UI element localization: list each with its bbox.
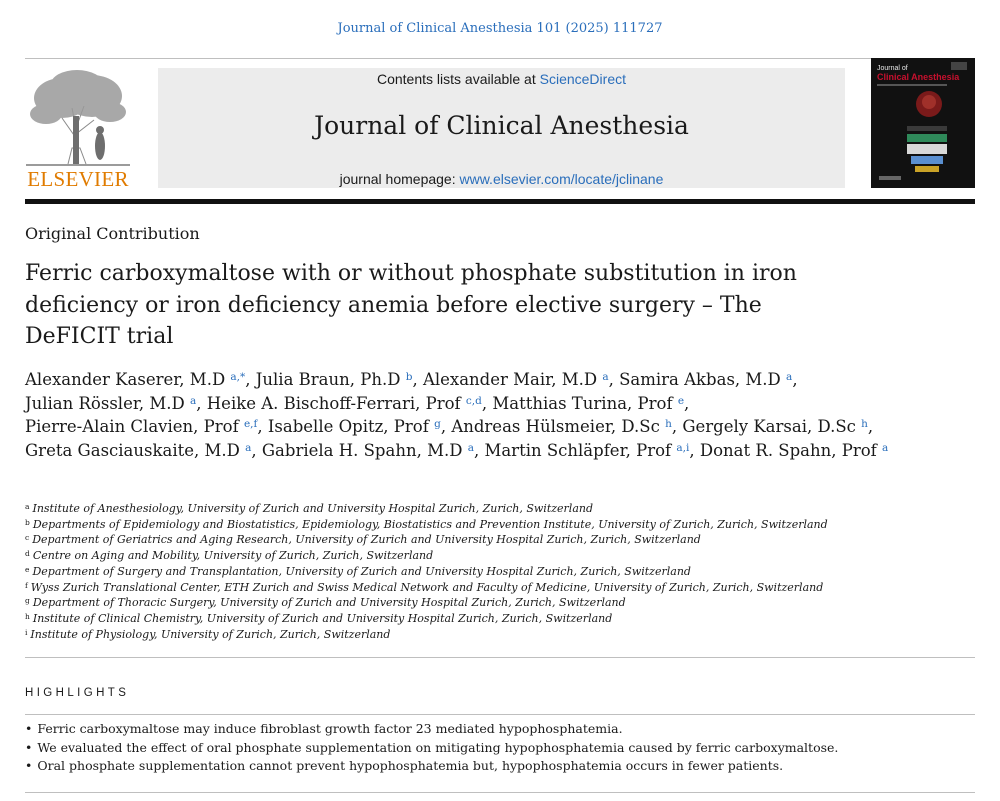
author-name: Matthias Turina, Prof xyxy=(492,393,673,413)
affiliation-list xyxy=(25,501,975,642)
author-list: Alexander Kaserer, M.D $^{a,*}$, Julia Braun, Ph.D $^b$, Alexander Mair, M.D $^a$, Samira Akbas, M.D $^a$, Julian Rössler, M.D $^a$, Heike A. Bischoff-Ferrari, Prof $^{c,d}$, Matthias Turina, Prof $^e$, Pierre-Alain Clavien, Prof $^{e,f}$, Isabelle Opitz, Prof $^g$, Andreas Hülsmeier, D.Sc $^h$, Gergely Karsai, D.Sc $^h$, Greta Gasciauskaite, M.D $^a$, Gabriela H. Spahn, M.D $^a$, Martin Schläpfer, Prof $^{a,i}$, Donat R. Spahn, Prof $^a$ xyxy=(25,370,889,460)
journal-citation[interactable]: Journal of Clinical Anesthesia 101 (2025) 111727 xyxy=(337,21,663,36)
author[interactable] xyxy=(484,441,689,460)
author-affiliation-marker[interactable]: a xyxy=(882,441,889,454)
affiliation-text: Institute of Physiology, University of Zurich, Zurich, Switzerland xyxy=(30,627,391,641)
top-divider xyxy=(25,58,975,59)
article-type: Original Contribution xyxy=(25,224,200,243)
cover-line-2: Clinical Anesthesia xyxy=(877,72,960,82)
author[interactable] xyxy=(423,370,609,389)
author-affiliation-marker[interactable]: h xyxy=(861,418,868,430)
highlight-item: • Ferric carboxymaltose may induce fibroblast growth factor 23 mediated hypophosphatemia. xyxy=(25,720,975,739)
article-title: Ferric carboxymaltose with or without phosphate substitution in iron deficiency or iron deficiency anemia before elective surgery – The DeFICIT trial xyxy=(25,261,797,349)
affiliation-key: b xyxy=(25,517,30,527)
contents-prefix: Contents lists available at xyxy=(376,71,540,87)
affiliation-text: Wyss Zurich Translational Center, ETH Zurich and Swiss Medical Network and Faculty of Medicine, University of Zurich, Zurich, Switzerland xyxy=(30,580,824,594)
homepage-link[interactable]: www.elsevier.com/locate/jclinane xyxy=(459,171,664,187)
author-name: Greta Gasciauskaite, M.D xyxy=(25,440,240,460)
author-name: Andreas Hülsmeier, D.Sc xyxy=(451,417,660,436)
journal-homepage xyxy=(158,171,845,187)
author[interactable] xyxy=(268,417,441,436)
author-name: Donat R. Spahn, Prof xyxy=(699,440,877,460)
author[interactable] xyxy=(25,441,251,460)
affiliation-item xyxy=(25,595,975,611)
author-affiliation-marker[interactable]: a,i xyxy=(676,441,690,454)
cover-line-1: Journal of xyxy=(877,65,908,72)
affiliation-key: e xyxy=(25,564,30,574)
affiliation-text: Institute of Anesthesiology, University of Zurich and University Hospital Zurich, Zurich, Switzerland xyxy=(32,502,594,515)
homepage-prefix: journal homepage: xyxy=(339,171,460,187)
bottom-divider xyxy=(25,792,975,793)
elsevier-logo[interactable] xyxy=(22,68,134,192)
author[interactable] xyxy=(207,394,482,413)
author-affiliation-marker[interactable]: a xyxy=(467,441,474,454)
affiliation-text: Department of Surgery and Transplantation, University of Zurich and University Hospital Zurich, Zurich, Switzerland xyxy=(32,564,691,578)
author-name: Alexander Mair, M.D xyxy=(422,370,598,389)
affiliation-key: d xyxy=(25,549,30,559)
highlights-list xyxy=(25,720,975,776)
author[interactable] xyxy=(492,394,684,413)
journal-cover-image[interactable] xyxy=(871,58,975,188)
affiliation-item xyxy=(25,548,975,564)
author[interactable] xyxy=(25,417,257,436)
journal-header-box xyxy=(158,68,845,188)
author-affiliation-marker[interactable]: a xyxy=(786,371,793,383)
affiliation-item xyxy=(25,517,975,533)
author-name: Martin Schläpfer, Prof xyxy=(484,440,672,460)
affiliation-item xyxy=(25,501,975,517)
header-thick-divider xyxy=(25,199,975,204)
author-name: Gabriela H. Spahn, M.D xyxy=(261,440,463,460)
elsevier-tree-icon xyxy=(22,68,134,168)
author[interactable] xyxy=(25,370,245,389)
highlight-item: • Oral phosphate supplementation cannot prevent hypophosphatemia but, hypophosphatemia occurs in fewer patients. xyxy=(25,757,975,776)
author[interactable] xyxy=(682,417,868,436)
affiliation-text: Departments of Epidemiology and Biostatistics, Epidemiology, Biostatistics and Prevention Institute, University of Zurich, Zurich, Switzerland xyxy=(32,517,828,531)
affiliation-key: h xyxy=(25,611,30,621)
affiliation-item xyxy=(25,580,975,596)
author-affiliation-marker[interactable]: c,d xyxy=(465,394,482,407)
journal-title: Journal of Clinical Anesthesia xyxy=(314,111,689,140)
author-name: Pierre-Alain Clavien, Prof xyxy=(25,417,239,436)
author[interactable] xyxy=(25,394,196,413)
elsevier-wordmark: ELSEVIER xyxy=(27,167,129,191)
author-name: Isabelle Opitz, Prof xyxy=(267,417,429,436)
affiliation-key: a xyxy=(25,502,30,511)
contents-availability xyxy=(158,71,845,87)
affiliation-key: c xyxy=(25,533,30,543)
affiliations-divider xyxy=(25,657,975,658)
highlights-heading: HIGHLIGHTS xyxy=(25,687,130,699)
highlight-item: • We evaluated the effect of oral phosphate supplementation on mitigating hypophosphatemia caused by ferric carboxymaltose. xyxy=(25,739,975,758)
author-affiliation-marker[interactable]: g xyxy=(434,418,441,430)
sciencedirect-link[interactable]: ScienceDirect xyxy=(539,71,626,87)
author-affiliation-marker[interactable]: a,* xyxy=(230,371,246,383)
author-affiliation-marker[interactable]: e xyxy=(677,394,685,407)
author-name: Heike A. Bischoff-Ferrari, Prof xyxy=(206,393,461,413)
author-affiliation-marker[interactable]: b xyxy=(405,371,413,383)
author-name: Julian Rössler, M.D xyxy=(25,393,185,413)
author[interactable] xyxy=(256,370,413,389)
author-name: Alexander Kaserer, M.D xyxy=(25,370,226,389)
author-name: Gergely Karsai, D.Sc xyxy=(682,417,856,436)
affiliation-item xyxy=(25,627,975,643)
affiliation-item xyxy=(25,564,975,580)
affiliation-item xyxy=(25,532,975,548)
author-affiliation-marker[interactable]: a xyxy=(245,441,252,454)
author-affiliation-marker[interactable]: a xyxy=(190,394,197,407)
highlights-divider xyxy=(25,714,975,715)
affiliation-text: Institute of Clinical Chemistry, University of Zurich and University Hospital Zurich, Zurich, Switzerland xyxy=(32,611,613,625)
affiliation-key: g xyxy=(25,596,30,606)
author-name: Samira Akbas, M.D xyxy=(619,370,781,389)
author[interactable] xyxy=(262,441,474,460)
author[interactable] xyxy=(619,370,792,389)
author-affiliation-marker[interactable]: a xyxy=(602,371,609,383)
affiliation-text: Department of Geriatrics and Aging Research, University of Zurich and University Hospital Zurich, Zurich, Switzerland xyxy=(32,533,701,547)
affiliation-key: i xyxy=(25,627,28,637)
affiliation-text: Department of Thoracic Surgery, University of Zurich and University Hospital Zurich, Zurich, Switzerland xyxy=(32,596,626,610)
author-affiliation-marker[interactable]: h xyxy=(665,418,672,430)
author[interactable] xyxy=(451,417,672,436)
affiliation-text: Centre on Aging and Mobility, University of Zurich, Zurich, Switzerland xyxy=(32,549,434,563)
author-name: Julia Braun, Ph.D xyxy=(255,370,401,389)
affiliation-item xyxy=(25,611,975,627)
affiliation-key: f xyxy=(25,580,28,590)
author[interactable] xyxy=(700,441,888,460)
author-affiliation-marker[interactable]: e,f xyxy=(243,418,258,430)
